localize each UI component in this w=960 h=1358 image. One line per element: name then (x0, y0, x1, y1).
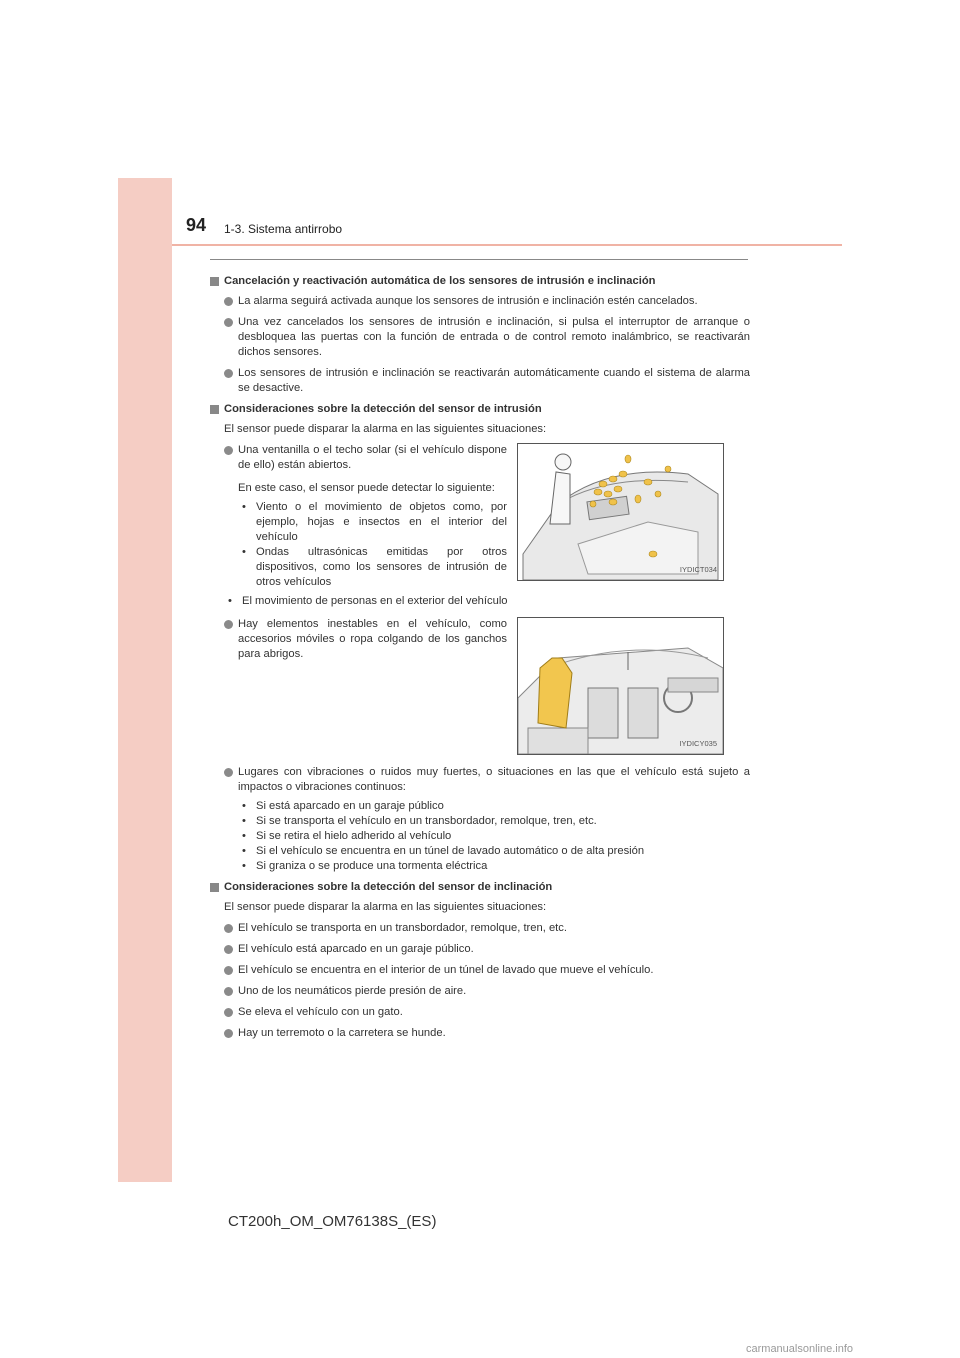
item-text: Los sensores de intrusión e inclinación se reactivarán automáticamente cuando el sistema de alarma se desactive. (238, 367, 750, 394)
item-text: Lugares con vibraciones o ruidos muy fuertes, o situaciones en las que el vehículo está sujeto a impactos o vibraciones continuos: (238, 766, 750, 793)
list-item-with-figure (224, 617, 750, 755)
page-number: 94 (186, 215, 207, 235)
section-intro: El sensor puede disparar la alarma en las siguientes situaciones: (224, 423, 547, 435)
car-interior-icon (518, 618, 723, 754)
sub-item: • Si se transporta el vehículo en un transbordador, remolque, tren, etc. (242, 815, 597, 827)
page-content (210, 268, 750, 1047)
section-heading (210, 402, 750, 417)
circle-bullet-icon (224, 369, 233, 378)
item-text: Una ventanilla o el techo solar (si el vehículo dispone de ello) están abiertos. (238, 444, 507, 471)
list-item (224, 366, 750, 396)
list-item: Uno de los neumáticos pierde presión de aire. (224, 984, 750, 999)
chapter-sidebar-tab (118, 178, 172, 1182)
circle-bullet-icon (224, 620, 233, 629)
heading-text: Consideraciones sobre la detección del sensor de inclinación (224, 881, 553, 893)
list-item-with-figure (224, 443, 750, 590)
item-text: Una vez cancelados los sensores de intrusión e inclinación, si pulsa el interruptor de arranque o desbloquea las puertas con la función de entrada o de control remoto inalámbrico, se reactivarán dichos sensores. (238, 316, 750, 358)
list-item (224, 765, 750, 795)
circle-bullet-icon (224, 924, 233, 933)
sub-item: • Si se retira el hielo adherido al vehículo (242, 830, 452, 842)
sub-item: • Viento o el movimiento de objetos como, por ejemplo, hojas e insectos en el interior del vehículo (242, 501, 507, 543)
content-rule (210, 259, 748, 260)
sub-item: • El movimiento de personas en el exterior del vehículo (228, 595, 508, 607)
circle-bullet-icon (224, 1029, 233, 1038)
circle-bullet-icon (224, 297, 233, 306)
heading-text: Cancelación y reactivación automática de los sensores de intrusión e inclinación (224, 275, 656, 287)
header-rule (172, 244, 842, 246)
section-intro: El sensor puede disparar la alarma en las siguientes situaciones: (224, 901, 547, 913)
watermark: carmanualsonline.info (746, 1343, 854, 1355)
list-item: Hay un terremoto o la carretera se hunde. (224, 1026, 750, 1041)
sub-item: • Si el vehículo se encuentra en un túnel de lavado automático o de alta presión (242, 845, 645, 857)
document-code-footer: CT200h_OM_OM76138S_(ES) (228, 1213, 437, 1230)
item-note: En este caso, el sensor puede detectar lo siguiente: (238, 482, 495, 494)
section-heading (210, 880, 750, 895)
circle-bullet-icon (224, 945, 233, 954)
section-title: 1-3. Sistema antirrobo (224, 222, 343, 236)
figure-code: IYDICY035 (679, 739, 717, 748)
heading-text: Consideraciones sobre la detección del sensor de intrusión (224, 403, 542, 415)
item-text: Hay elementos inestables en el vehículo, como accesorios móviles o ropa colgando de los ganchos para abrigos. (238, 618, 507, 660)
list-item: El vehículo está aparcado en un garaje público. (224, 942, 750, 957)
square-bullet-icon (210, 883, 219, 892)
circle-bullet-icon (224, 1008, 233, 1017)
circle-bullet-icon (224, 446, 233, 455)
square-bullet-icon (210, 405, 219, 414)
sub-item: • Si graniza o se produce una tormenta eléctrica (242, 860, 488, 872)
section-heading (210, 274, 750, 289)
item-text: La alarma seguirá activada aunque los sensores de intrusión e inclinación estén cancelados. (238, 295, 698, 307)
list-item (224, 294, 750, 309)
list-item (224, 315, 750, 360)
car-interior-coat-illustration (517, 617, 724, 755)
list-item: Se eleva el vehículo con un gato. (224, 1005, 750, 1020)
car-sunroof-icon (518, 444, 723, 580)
sub-item: • Si está aparcado en un garaje público (242, 800, 444, 812)
sub-item: • Ondas ultrasónicas emitidas por otros dispositivos, como los sensores de intrusión de otros vehículos (242, 546, 507, 588)
circle-bullet-icon (224, 966, 233, 975)
figure-code: IYDICT034 (679, 565, 717, 574)
list-item: El vehículo se transporta en un transbordador, remolque, tren, etc. (224, 921, 750, 936)
list-item: El vehículo se encuentra en el interior de un túnel de lavado que mueve el vehículo. (224, 963, 750, 978)
sunroof-leaves-illustration (517, 443, 724, 581)
circle-bullet-icon (224, 987, 233, 996)
circle-bullet-icon (224, 768, 233, 777)
circle-bullet-icon (224, 318, 233, 327)
square-bullet-icon (210, 277, 219, 286)
